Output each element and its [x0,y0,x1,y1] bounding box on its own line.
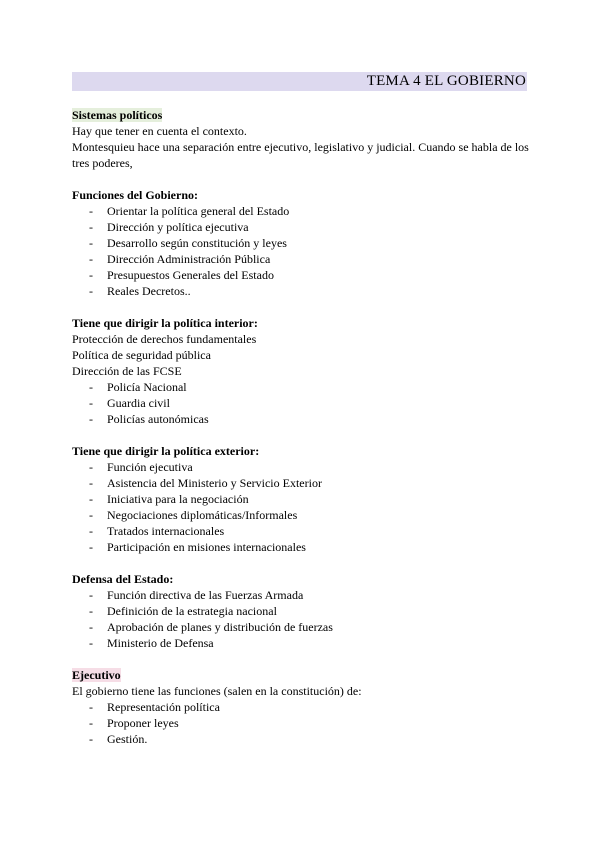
list-item [72,379,532,395]
bullet-dash: - [89,252,93,266]
document-body [72,107,532,747]
bullet-dash: - [89,716,93,730]
bullet-dash: - [89,284,93,298]
list-item [72,203,532,219]
list-item-text: Representación política [107,700,220,714]
bullet-dash: - [89,460,93,474]
list-item-text: Dirección y política ejecutiva [107,220,249,234]
section-heading-defensa: Defensa del Estado: [72,572,174,586]
list-item-text: Tratados internacionales [107,524,225,538]
paragraph: Montesquieu hace una separación entre ejecutivo, legislativo y judicial. Cuando se habla de los tres poderes, [72,140,529,170]
list-item-text: Policía Nacional [107,380,187,394]
list-item-text: Función ejecutiva [107,460,193,474]
bullet-dash: - [89,524,93,538]
list-item-text: Definición de la estrategia nacional [107,604,277,618]
bullet-dash: - [89,220,93,234]
list-item-text: Gestión. [107,732,148,746]
list-item [72,283,532,299]
bullet-dash: - [89,236,93,250]
paragraph: Política de seguridad pública [72,348,211,362]
list-item-text: Policías autonómicas [107,412,209,426]
list-item-text: Presupuestos Generales del Estado [107,268,274,282]
list-item [72,635,532,651]
bullet-dash: - [89,204,93,218]
list-item-text: Asistencia del Ministerio y Servicio Exterior [107,476,322,490]
paragraph: Dirección de las FCSE [72,364,182,378]
list-item-text: Proponer leyes [107,716,179,730]
bullet-dash: - [89,604,93,618]
bullet-dash: - [89,268,93,282]
title-bar [72,72,527,91]
bullet-dash: - [89,508,93,522]
list-item-text: Iniciativa para la negociación [107,492,249,506]
bullet-dash: - [89,636,93,650]
list-item-text: Guardia civil [107,396,170,410]
bullet-dash: - [89,412,93,426]
list-item-text: Negociaciones diplomáticas/Informales [107,508,298,522]
list-item [72,523,532,539]
list-item [72,603,532,619]
bullet-dash: - [89,732,93,746]
list-item [72,587,532,603]
list-item [72,507,532,523]
bullet-dash: - [89,476,93,490]
list-item [72,491,532,507]
list-item [72,251,532,267]
list-item [72,731,532,747]
list-item [72,235,532,251]
paragraph: Protección de derechos fundamentales [72,332,257,346]
section-heading-sistemas: Sistemas políticos [72,108,163,122]
paragraph: Hay que tener en cuenta el contexto. [72,124,247,138]
section-heading-exterior: Tiene que dirigir la política exterior: [72,444,260,458]
list-item [72,267,532,283]
list-item-text: Función directiva de las Fuerzas Armada [107,588,304,602]
page-title: TEMA 4 EL GOBIERNO [366,73,526,89]
section-heading-interior: Tiene que dirigir la política interior: [72,316,258,330]
list-item-text: Dirección Administración Pública [107,252,271,266]
list-item-text: Desarrollo según constitución y leyes [107,236,287,250]
list-item [72,539,532,555]
list-item [72,395,532,411]
section-heading-funciones: Funciones del Gobierno: [72,188,199,202]
section-heading-ejecutivo: Ejecutivo [72,668,121,682]
list-item [72,475,532,491]
list-item [72,715,532,731]
bullet-dash: - [89,492,93,506]
bullet-dash: - [89,540,93,554]
bullet-dash: - [89,620,93,634]
list-item [72,619,532,635]
bullet-dash: - [89,588,93,602]
list-item [72,459,532,475]
list-item-text: Reales Decretos.. [107,284,191,298]
list-item-text: Aprobación de planes y distribución de fuerzas [107,620,333,634]
paragraph: El gobierno tiene las funciones (salen en la constitución) de: [72,684,362,698]
list-item-text: Ministerio de Defensa [107,636,214,650]
list-item-text: Orientar la política general del Estado [107,204,290,218]
list-item [72,411,532,427]
bullet-dash: - [89,396,93,410]
bullet-dash: - [89,380,93,394]
bullet-dash: - [89,700,93,714]
list-item [72,219,532,235]
list-item-text: Participación en misiones internacionales [107,540,306,554]
list-item [72,699,532,715]
